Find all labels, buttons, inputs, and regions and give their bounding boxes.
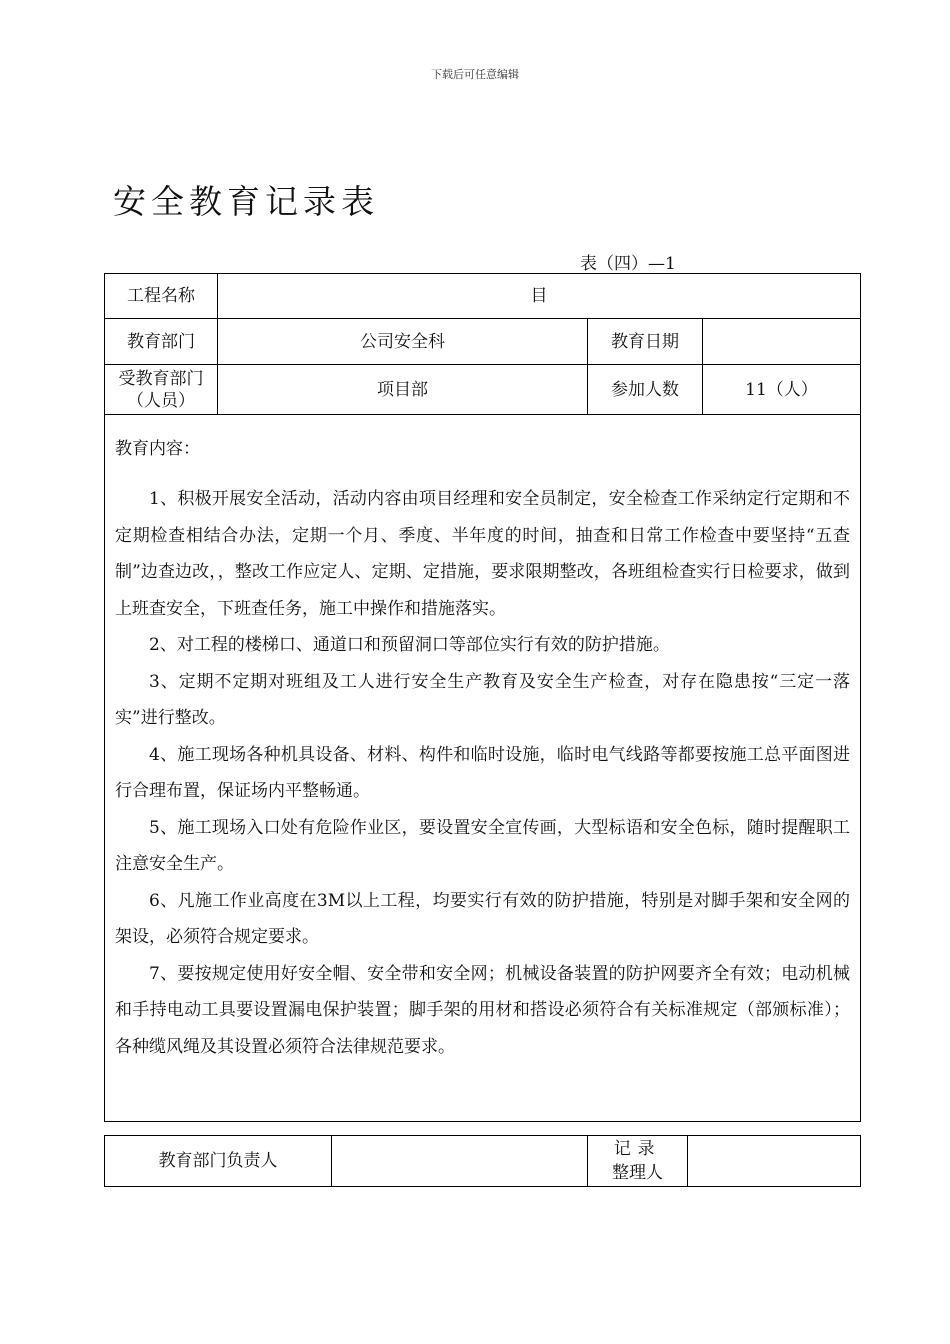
recipient-value[interactable]: 项目部 <box>218 365 588 415</box>
project-row <box>105 274 861 319</box>
content-paragraph: 1、积极开展安全活动，活动内容由项目经理和安全员制定，安全检查工作采纳定行定期和不定期检查相结合办法，定期一个月、季度、半年度的时间，抽查和日常工作检查中要坚持“五查制”边查边改，，整改工作应定人、定期、定措施，要求限期整改，各班组检查实行日检要求，做到上班查安全，下班查任务，施工中操作和措施落实。 <box>115 489 850 619</box>
content-heading: 教育内容： <box>115 439 200 459</box>
form-number: 表（四）—1 <box>580 254 676 274</box>
dept-value[interactable]: 公司安全科 <box>218 319 588 365</box>
content-row <box>105 415 861 1122</box>
dept-head-label: 教育部门负责人 <box>105 1136 332 1187</box>
date-value[interactable] <box>703 319 861 365</box>
document-title: 安全教育记录表 <box>113 182 379 221</box>
recipient-label <box>105 365 218 415</box>
content-paragraph: 3、定期不定期对班组及工人进行安全生产教育及安全生产检查，对存在隐患按“三定一落实”进行整改。 <box>115 671 850 728</box>
content-paragraph: 2、对工程的楼梯口、通道口和预留洞口等部位实行有效的防护措施。 <box>149 635 670 655</box>
content-paragraph: 4、施工现场各种机具设备、材料、构件和临时设施，临时电气线路等都要按施工总平面图进行合理布置，保证场内平整畅通。 <box>115 744 850 801</box>
date-label: 教育日期 <box>588 319 703 365</box>
dept-head-value[interactable] <box>332 1136 588 1187</box>
recorder-value[interactable] <box>688 1136 861 1187</box>
signature-table <box>104 1135 861 1187</box>
recorder-label <box>588 1136 688 1187</box>
project-value[interactable]: 目 <box>218 274 861 319</box>
recipient-label-line1: 受教育部门 <box>118 368 204 389</box>
count-value[interactable]: 11（人） <box>703 365 861 415</box>
record-table <box>104 273 861 1122</box>
content-cell[interactable] <box>105 415 861 1122</box>
dept-label: 教育部门 <box>105 319 218 365</box>
signature-row <box>105 1136 861 1187</box>
content-paragraph: 5、施工现场入口处有危险作业区，要设置安全宣传画，大型标语和安全色标，随时提醒职工注意安全生产。 <box>115 817 850 874</box>
content-paragraph: 7、要按规定使用好安全帽、安全带和安全网；机械设备装置的防护网要齐全有效；电动机械和手持电动工具要设置漏电保护装置；脚手架的用材和搭设必须符合有关标准规定（部颁标准）；各种缆风绳及其设置必须符合法律规范要求。 <box>115 963 850 1057</box>
dept-row <box>105 319 861 365</box>
content-paragraph: 6、凡施工作业高度在3M以上工程，均要实行有效的防护措施，特别是对脚手架和安全网的架设，必须符合规定要求。 <box>115 890 850 947</box>
project-label: 工程名称 <box>105 274 218 319</box>
recorder-label-line1: 记录 <box>613 1139 662 1159</box>
recorder-label-line2: 整理人 <box>612 1163 663 1183</box>
recipient-label-line2: （人员） <box>127 390 195 411</box>
recipient-row <box>105 365 861 415</box>
header-note: 下载后可任意编辑 <box>431 68 519 81</box>
count-label: 参加人数 <box>588 365 703 415</box>
